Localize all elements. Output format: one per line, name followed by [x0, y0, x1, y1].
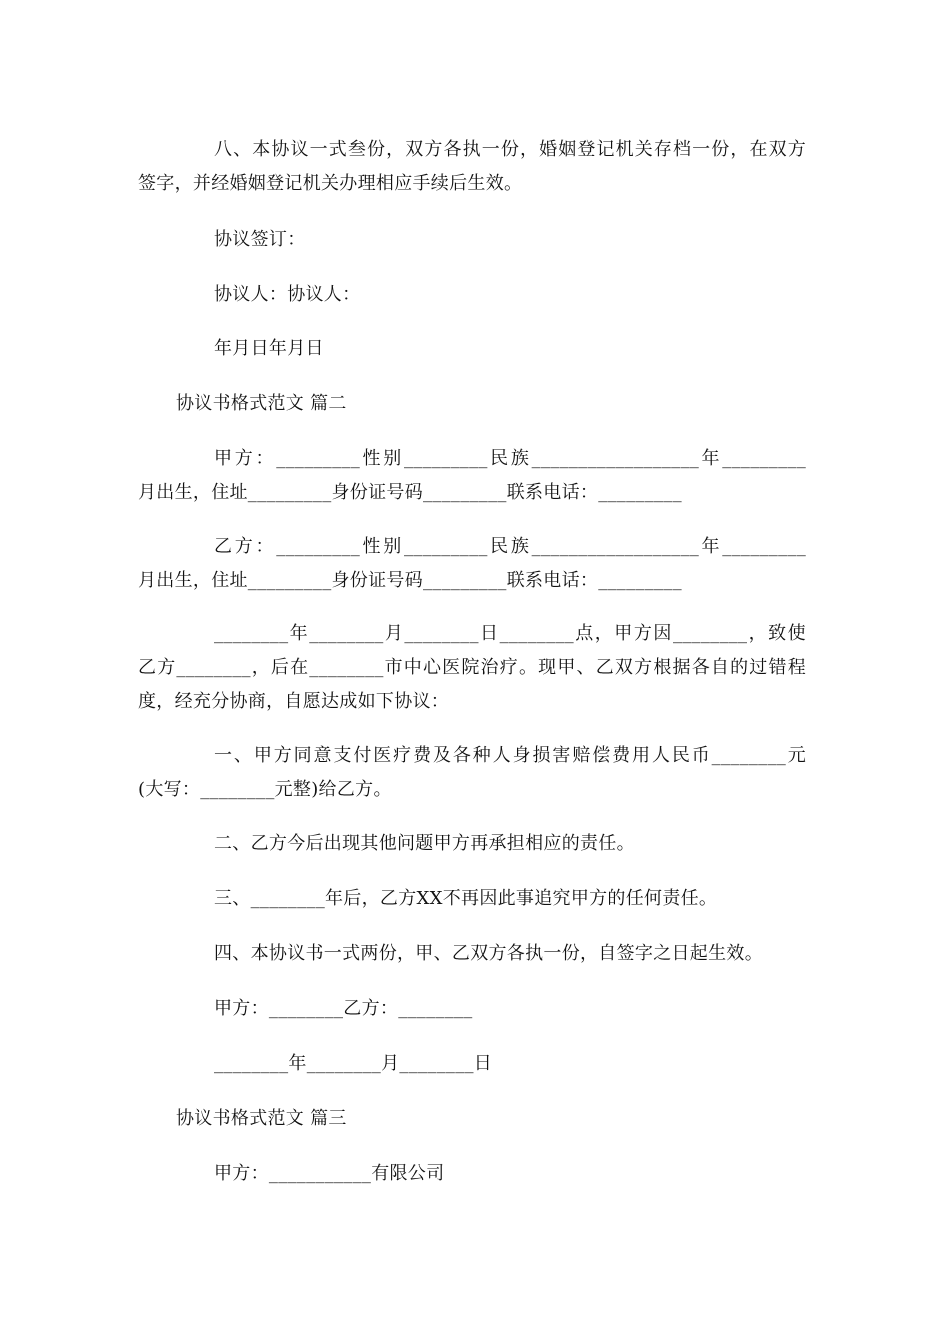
signature-date: ________年________月________日 [214, 1053, 493, 1074]
incident-line-1: ________年________月________日________点，甲方因________，致使 [214, 623, 806, 644]
party-a-line-2: 月出生，住址_________身份证号码_________联系电话：_________ [138, 482, 682, 503]
clause-2: 二、乙方今后出现其他问题甲方再承担相应的责任。 [214, 833, 635, 854]
clause-8-line-2: 签字，并经婚姻登记机关办理相应手续后生效。 [138, 173, 523, 194]
section-heading-2: 协议书格式范文 篇二 [176, 393, 347, 414]
clause-8-line-1: 八、本协议一式叁份，双方各执一份，婚姻登记机关存档一份，在双方 [214, 139, 806, 160]
party-a-company: 甲方：___________有限公司 [214, 1163, 445, 1184]
date-label: 年月日年月日 [214, 338, 324, 359]
incident-line-2: 乙方________，后在________市中心医院治疗。现甲、乙双方根据各自的过错程 [138, 657, 806, 678]
clause-1-line-1: 一、甲方同意支付医疗费及各种人身损害赔偿费用人民币________元 [214, 745, 806, 766]
party-b-line-2: 月出生，住址_________身份证号码_________联系电话：_________ [138, 570, 682, 591]
clause-4: 四、本协议书一式两份，甲、乙双方各执一份，自签字之日起生效。 [214, 943, 763, 964]
party-b-line-1: 乙方：_________性别_________民族__________________年_________ [214, 536, 806, 557]
parties-label: 协议人：协议人： [214, 284, 361, 305]
incident-line-3: 度，经充分协商，自愿达成如下协议： [138, 691, 450, 712]
signing-label: 协议签订： [214, 229, 306, 250]
signature-parties: 甲方：________乙方：________ [214, 998, 473, 1019]
clause-1-line-2: (大写：________元整)给乙方。 [138, 779, 392, 800]
section-heading-3: 协议书格式范文 篇三 [176, 1108, 347, 1129]
party-a-line-1: 甲方：_________性别_________民族__________________年_________ [214, 448, 806, 469]
clause-3: 三、________年后，乙方XX不再因此事追究甲方的任何责任。 [214, 888, 718, 909]
